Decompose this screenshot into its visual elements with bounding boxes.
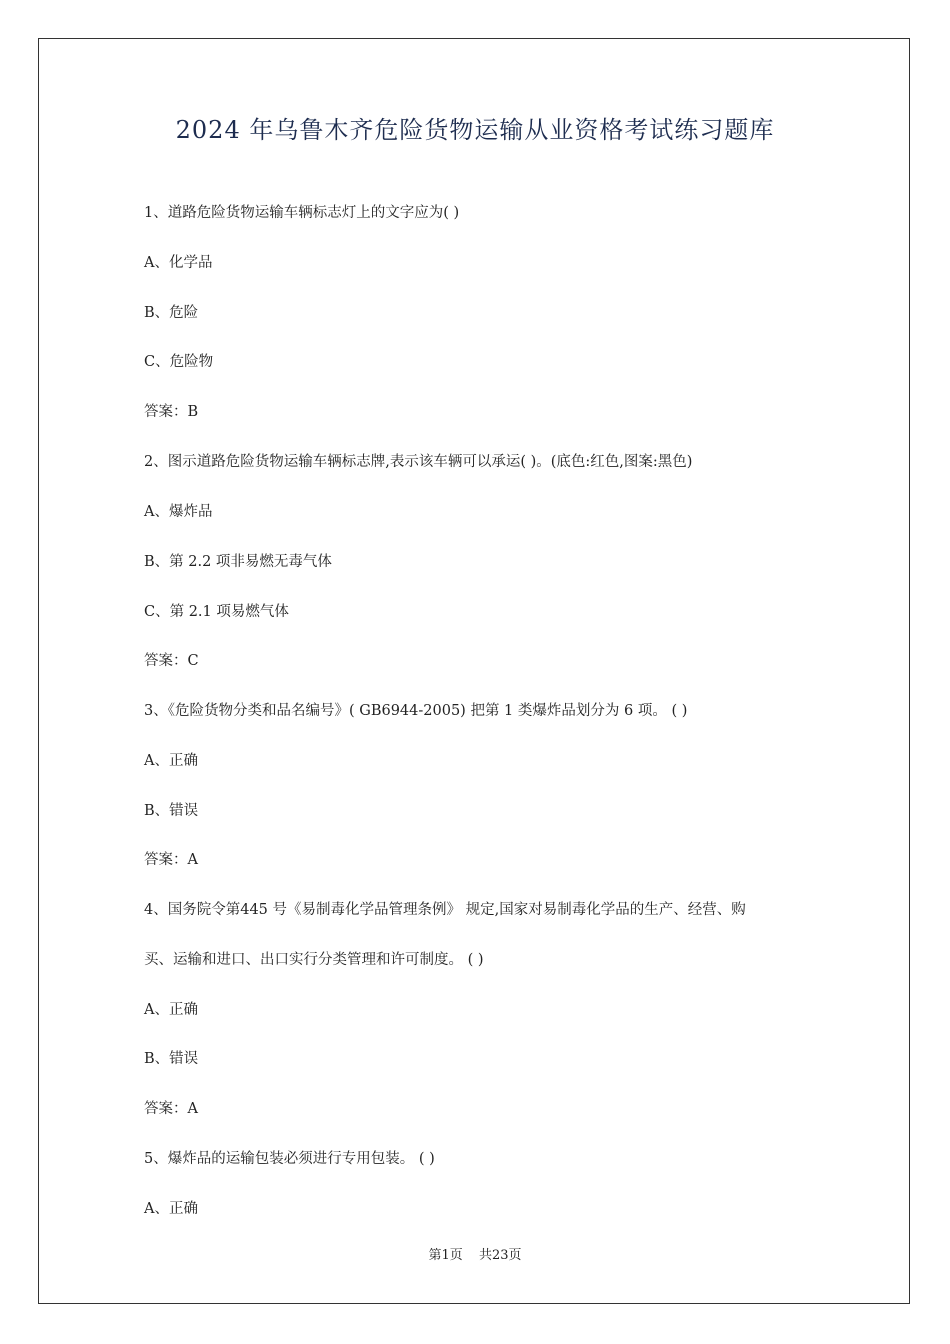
answer-option: A、正确 bbox=[144, 1201, 198, 1217]
answer-key: 答案：B bbox=[144, 404, 199, 420]
answer-key: 答案：C bbox=[144, 653, 199, 669]
answer-key: 答案：A bbox=[144, 1101, 198, 1117]
page-total: 共23页 bbox=[478, 1248, 522, 1263]
question-text: 4、国务院令第445 号《易制毒化学品管理条例》 规定,国家对易制毒化学品的生产、经营、购 bbox=[144, 902, 746, 918]
question-text: 2、图示道路危险货物运输车辆标志牌,表示该车辆可以承运( )。(底色:红色,图案:黑色) bbox=[144, 454, 693, 470]
answer-option: A、正确 bbox=[144, 753, 198, 769]
page-number: 第1页 bbox=[428, 1248, 463, 1263]
answer-option: C、危险物 bbox=[144, 354, 214, 370]
question-text: 5、爆炸品的运输包装必须进行专用包装。 ( ) bbox=[144, 1151, 435, 1167]
question-text: 1、道路危险货物运输车辆标志灯上的文字应为( ) bbox=[144, 205, 460, 221]
answer-option: B、错误 bbox=[144, 1051, 199, 1067]
answer-option: A、爆炸品 bbox=[144, 504, 213, 520]
answer-option: A、正确 bbox=[144, 1002, 198, 1018]
question-text-continued: 买、运输和进口、出口实行分类管理和许可制度。 ( ) bbox=[144, 952, 484, 968]
answer-option: C、第 2.1 项易燃气体 bbox=[144, 604, 289, 620]
page-footer bbox=[0, 1246, 950, 1266]
answer-option: B、第 2.2 项非易燃无毒气体 bbox=[144, 554, 332, 570]
answer-option: B、危险 bbox=[144, 305, 199, 321]
answer-option: B、错误 bbox=[144, 803, 199, 819]
document-title: 2024 年乌鲁木齐危险货物运输从业资格考试练习题库 bbox=[175, 116, 775, 144]
answer-key: 答案：A bbox=[144, 852, 198, 868]
question-text: 3、《危险货物分类和品名编号》( GB6944-2005) 把第 1 类爆炸品划分为 6 项。 ( ) bbox=[144, 703, 688, 719]
answer-option: A、化学品 bbox=[144, 255, 213, 271]
